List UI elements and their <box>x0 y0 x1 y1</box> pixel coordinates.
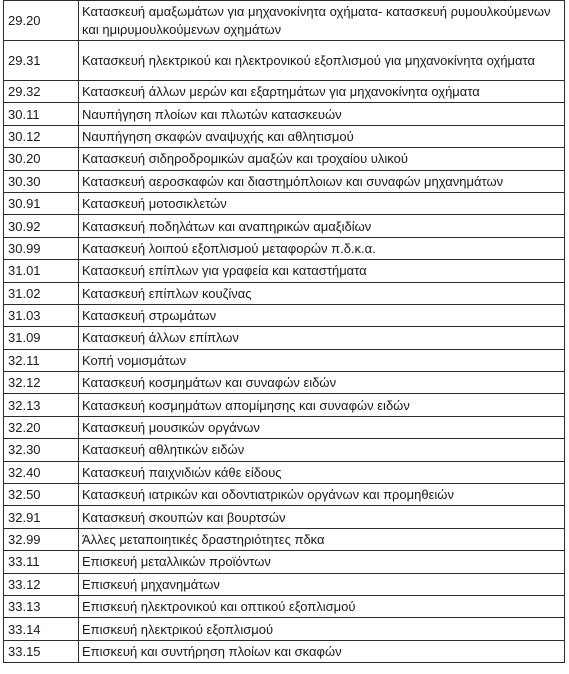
activity-code-cell: 29.32 <box>4 81 79 103</box>
activity-code-cell: 31.02 <box>4 282 79 304</box>
activity-description-cell: Κατασκευή παιχνιδιών κάθε είδους <box>79 461 565 483</box>
activity-code-cell: 30.92 <box>4 215 79 237</box>
activity-description-cell: Κατασκευή κοσμημάτων απομίμησης και συναφών ειδών <box>79 394 565 416</box>
table-row <box>4 595 565 617</box>
activity-code-cell: 32.13 <box>4 394 79 416</box>
activity-code-cell: 32.30 <box>4 439 79 461</box>
table-row <box>4 372 565 394</box>
activity-codes-body <box>4 1 565 663</box>
table-row <box>4 170 565 192</box>
activity-code-cell: 32.99 <box>4 528 79 550</box>
activity-description-cell: Κατασκευή σιδηροδρομικών αμαξών και τροχαίου υλικού <box>79 148 565 170</box>
activity-code-cell: 31.03 <box>4 304 79 326</box>
table-row <box>4 192 565 214</box>
activity-description-cell: Επισκευή μηχανημάτων <box>79 573 565 595</box>
table-row <box>4 573 565 595</box>
activity-description-cell: Επισκευή ηλεκτρικού εξοπλισμού <box>79 618 565 640</box>
activity-code-cell: 32.12 <box>4 372 79 394</box>
table-row <box>4 416 565 438</box>
table-row <box>4 215 565 237</box>
table-row <box>4 237 565 259</box>
activity-description-cell: Κατασκευή κοσμημάτων και συναφών ειδών <box>79 372 565 394</box>
activity-description-cell: Ναυπήγηση σκαφών αναψυχής και αθλητισμού <box>79 125 565 147</box>
activity-code-cell: 32.11 <box>4 349 79 371</box>
activity-code-cell: 32.40 <box>4 461 79 483</box>
activity-code-cell: 31.01 <box>4 260 79 282</box>
activity-description-cell: Κατασκευή στρωμάτων <box>79 304 565 326</box>
activity-description-cell: Άλλες μεταποιητικές δραστηριότητες πδκα <box>79 528 565 550</box>
table-row <box>4 327 565 349</box>
table-row <box>4 103 565 125</box>
table-row <box>4 125 565 147</box>
activity-description-cell: Κατασκευή αθλητικών ειδών <box>79 439 565 461</box>
table-row <box>4 41 565 81</box>
activity-code-cell: 33.13 <box>4 595 79 617</box>
activity-description-cell: Κοπή νομισμάτων <box>79 349 565 371</box>
activity-description-cell: Κατασκευή μοτοσικλετών <box>79 192 565 214</box>
activity-description-cell: Επισκευή μεταλλικών προϊόντων <box>79 551 565 573</box>
activity-code-cell: 31.09 <box>4 327 79 349</box>
activity-description-cell: Ναυπήγηση πλοίων και πλωτών κατασκευών <box>79 103 565 125</box>
activity-code-cell: 30.11 <box>4 103 79 125</box>
activity-code-cell: 30.12 <box>4 125 79 147</box>
activity-code-cell: 33.15 <box>4 640 79 662</box>
activity-description-cell: Κατασκευή ποδηλάτων και αναπηρικών αμαξιδίων <box>79 215 565 237</box>
activity-description-cell: Κατασκευή λοιπού εξοπλισμού μεταφορών π.δ.κ.α. <box>79 237 565 259</box>
activity-description-cell: Κατασκευή επίπλων για γραφεία και καταστήματα <box>79 260 565 282</box>
activity-code-cell: 30.20 <box>4 148 79 170</box>
table-row <box>4 484 565 506</box>
table-row <box>4 282 565 304</box>
activity-description-cell: Κατασκευή αεροσκαφών και διαστημόπλοιων και συναφών μηχανημάτων <box>79 170 565 192</box>
activity-code-cell: 30.99 <box>4 237 79 259</box>
table-row <box>4 81 565 103</box>
activity-description-cell: Κατασκευή σκουπών και βουρτσών <box>79 506 565 528</box>
activity-code-cell: 29.31 <box>4 41 79 81</box>
activity-code-cell: 33.12 <box>4 573 79 595</box>
table-row <box>4 394 565 416</box>
table-row <box>4 640 565 662</box>
activity-description-cell: Κατασκευή ηλεκτρικού και ηλεκτρονικού εξοπλισμού για μηχανοκίνητα οχήματα <box>79 41 565 81</box>
activity-code-cell: 32.20 <box>4 416 79 438</box>
activity-description-cell: Επισκευή και συντήρηση πλοίων και σκαφών <box>79 640 565 662</box>
activity-description-cell: Κατασκευή επίπλων κουζίνας <box>79 282 565 304</box>
activity-code-cell: 29.20 <box>4 1 79 41</box>
table-row <box>4 148 565 170</box>
table-row <box>4 506 565 528</box>
table-row <box>4 551 565 573</box>
table-row <box>4 304 565 326</box>
activity-code-cell: 33.14 <box>4 618 79 640</box>
activity-description-cell: Επισκευή ηλεκτρονικού και οπτικού εξοπλισμού <box>79 595 565 617</box>
activity-code-cell: 32.50 <box>4 484 79 506</box>
activity-code-cell: 30.30 <box>4 170 79 192</box>
table-row <box>4 618 565 640</box>
table-row <box>4 461 565 483</box>
activity-code-cell: 33.11 <box>4 551 79 573</box>
table-row <box>4 439 565 461</box>
activity-codes-table <box>3 0 565 663</box>
activity-description-cell: Κατασκευή ιατρικών και οδοντιατρικών οργάνων και προμηθειών <box>79 484 565 506</box>
table-row <box>4 260 565 282</box>
activity-description-cell: Κατασκευή άλλων επίπλων <box>79 327 565 349</box>
table-row <box>4 528 565 550</box>
activity-description-cell: Κατασκευή μουσικών οργάνων <box>79 416 565 438</box>
table-row <box>4 1 565 41</box>
activity-description-cell: Κατασκευή αμαξωμάτων για μηχανοκίνητα οχήματα- κατασκευή ρυμουλκούμενων και ημιρυμουλκούμενων οχημάτων <box>79 1 565 41</box>
table-row <box>4 349 565 371</box>
activity-description-cell: Κατασκευή άλλων μερών και εξαρτημάτων για μηχανοκίνητα οχήματα <box>79 81 565 103</box>
activity-code-cell: 30.91 <box>4 192 79 214</box>
activity-code-cell: 32.91 <box>4 506 79 528</box>
